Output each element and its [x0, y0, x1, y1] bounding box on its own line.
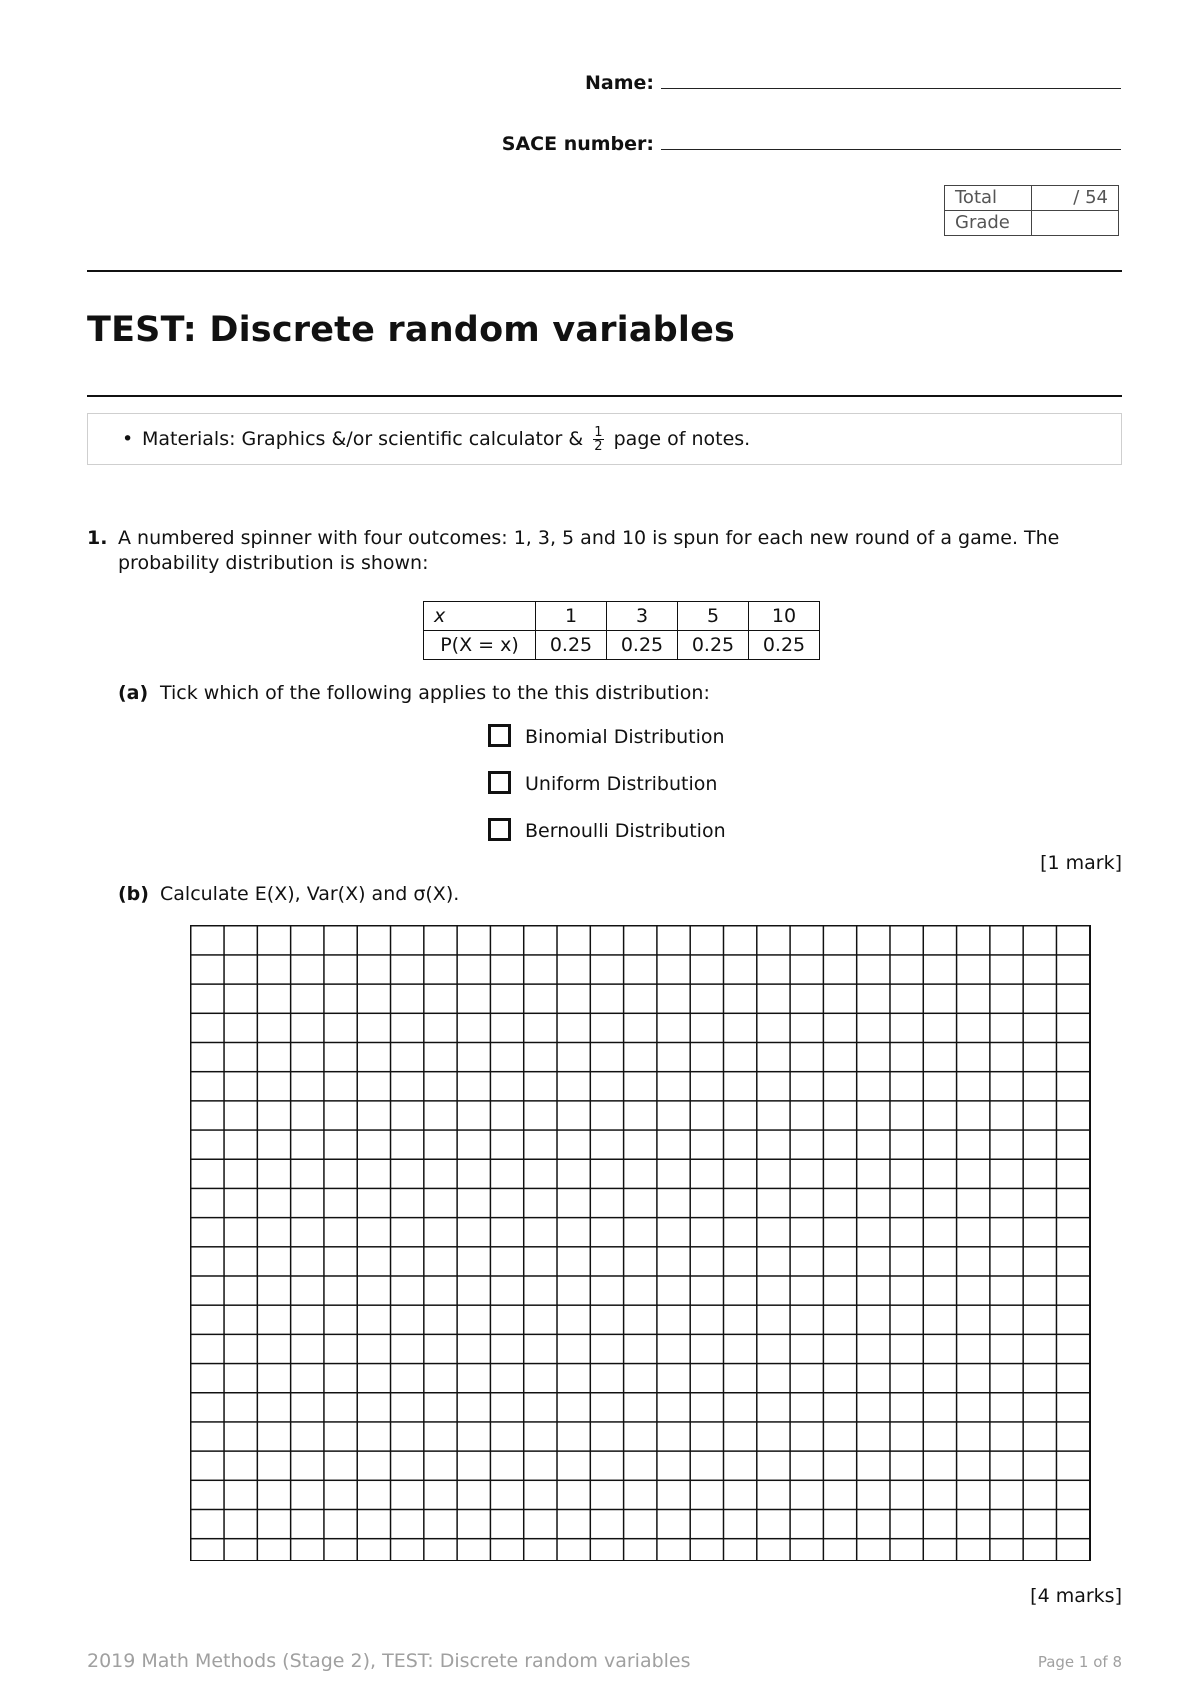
- sace-number-label: SACE number:: [501, 133, 654, 155]
- table-cell: 0.25: [749, 631, 820, 660]
- footer-text: 2019 Math Methods (Stage 2), TEST: Discrete random variables: [87, 1650, 691, 1672]
- table-row: [424, 631, 820, 660]
- bullet-icon: •: [122, 428, 134, 450]
- option-label: Bernoulli Distribution: [525, 820, 726, 842]
- question-number: 1.: [87, 527, 108, 549]
- grade-label: Grade: [945, 211, 1032, 236]
- table-header-x: x: [424, 602, 536, 631]
- materials-box: [87, 413, 1122, 465]
- table-header-p: P(X = x): [424, 631, 536, 660]
- checkbox-icon[interactable]: [488, 771, 511, 794]
- part-b-marks: [4 marks]: [1030, 1585, 1122, 1607]
- total-value: / 54: [1032, 186, 1119, 211]
- title-divider: [87, 395, 1122, 397]
- part-a-text: Tick which of the following applies to the this distribution:: [160, 682, 710, 704]
- option-label: Uniform Distribution: [525, 773, 718, 795]
- option-bernoulli[interactable]: [488, 816, 726, 846]
- part-b-label: (b): [118, 883, 149, 905]
- fraction-numerator: 1: [594, 425, 603, 440]
- table-cell: 0.25: [536, 631, 607, 660]
- option-label: Binomial Distribution: [525, 726, 725, 748]
- part-b-text: Calculate E(X), Var(X) and σ(X).: [160, 883, 460, 905]
- top-divider: [87, 270, 1122, 272]
- distribution-table: [423, 601, 820, 660]
- grade-value[interactable]: [1032, 211, 1119, 236]
- total-label: Total: [945, 186, 1032, 211]
- table-cell: 1: [536, 602, 607, 631]
- score-box: [944, 185, 1119, 236]
- table-cell: 10: [749, 602, 820, 631]
- part-a-label: (a): [118, 682, 149, 704]
- name-field[interactable]: [661, 88, 1121, 89]
- checkbox-icon[interactable]: [488, 818, 511, 841]
- name-label: Name:: [584, 72, 654, 94]
- table-cell: 5: [678, 602, 749, 631]
- part-a-marks: [1 mark]: [1040, 852, 1122, 874]
- table-cell: 0.25: [607, 631, 678, 660]
- question-text: A numbered spinner with four outcomes: 1, 3, 5 and 10 is spun for each new round of a game. The probability distribution is shown:: [118, 527, 1060, 574]
- checkbox-icon[interactable]: [488, 724, 511, 747]
- table-cell: 0.25: [678, 631, 749, 660]
- page-number: Page 1 of 8: [1037, 1653, 1122, 1671]
- fraction-denominator: 2: [594, 439, 603, 454]
- materials-text-after: page of notes.: [613, 428, 751, 450]
- page-title: TEST: Discrete random variables: [87, 310, 736, 350]
- materials-text: Materials: Graphics &/or scientific calculator &: [142, 428, 584, 450]
- sace-number-field[interactable]: [661, 149, 1121, 150]
- option-uniform[interactable]: [488, 769, 717, 799]
- table-cell: 3: [607, 602, 678, 631]
- working-grid[interactable]: [190, 925, 1091, 1561]
- table-row: [424, 602, 820, 631]
- half-fraction: [593, 426, 603, 453]
- option-binomial[interactable]: [488, 722, 725, 752]
